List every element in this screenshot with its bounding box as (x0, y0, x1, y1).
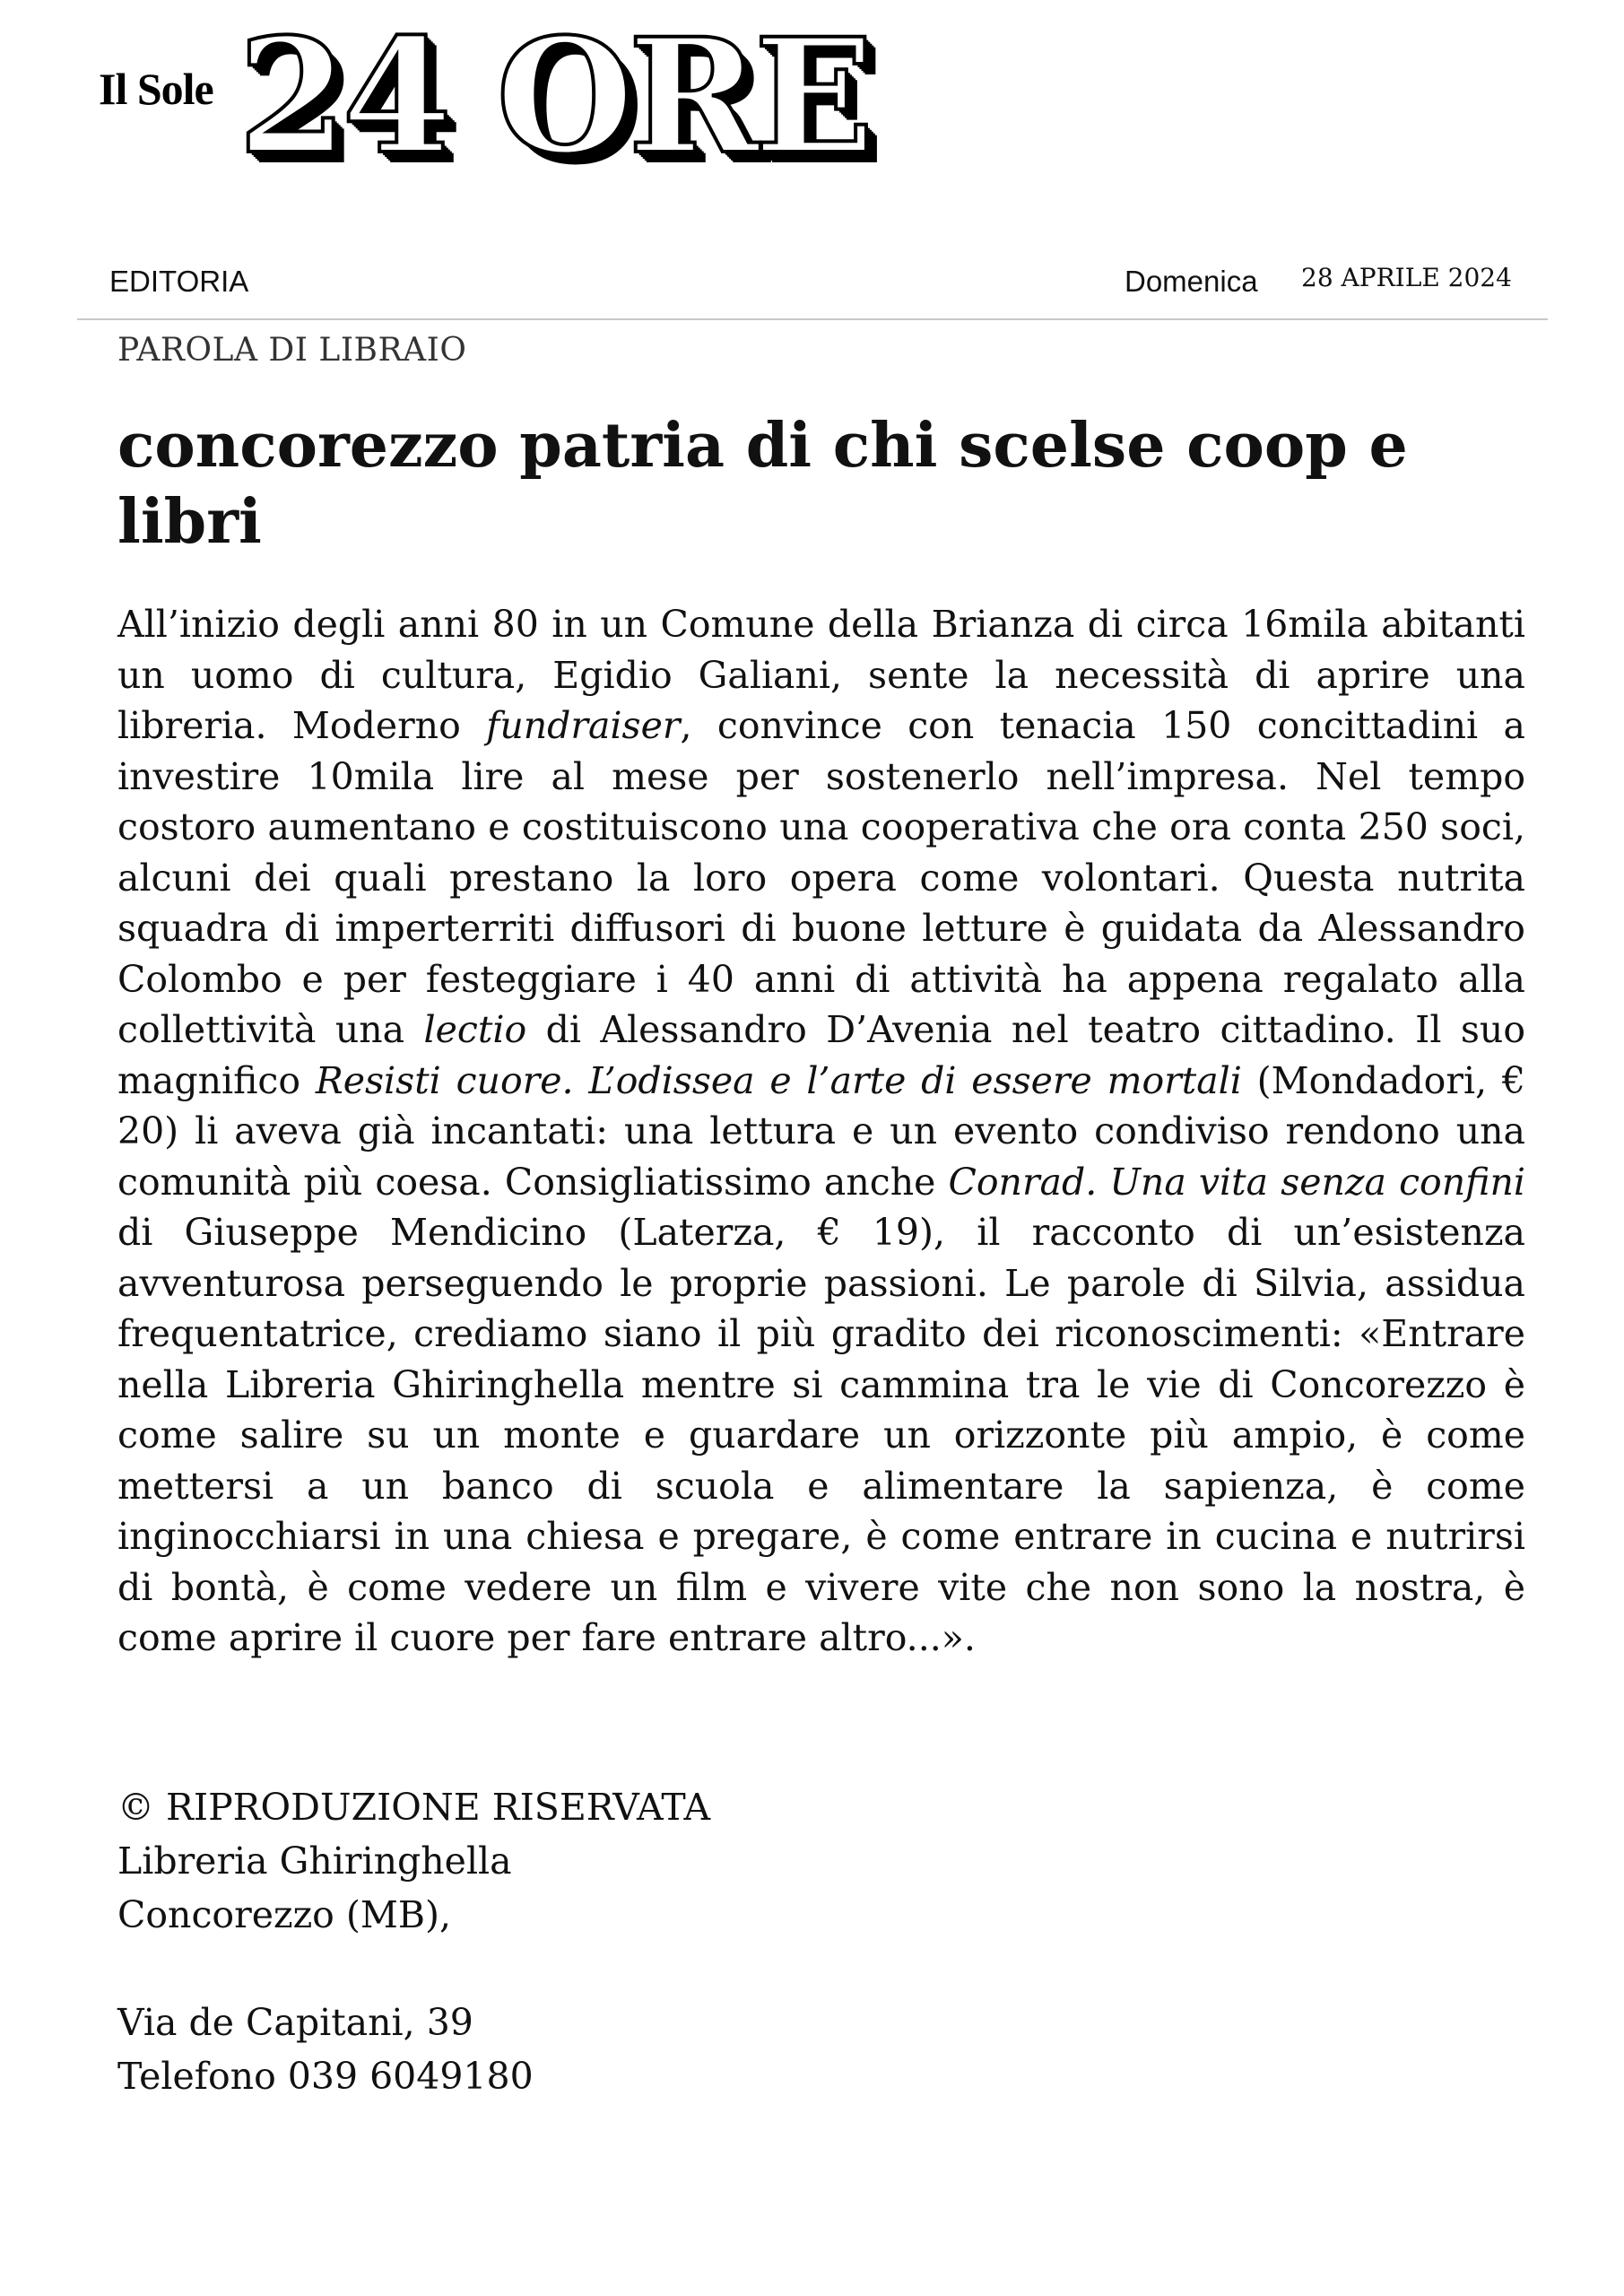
body-segment: , convince con tenacia 150 concittadini a investire 10mila lire al mese per sostenerlo nell’impresa. Nel tempo costoro aumentano e costituiscono una cooperativa che ora conta 250 soci, alcuni dei quali prestano la loro opera come volontari. Questa nutrita squadra di imperterriti diffusori di buone letture è guidata da Alessandro Colombo e per festeggiare i 40 anni di attività ha appena regalato alla collettività una (117, 704, 1526, 1051)
store-name: Libreria Ghiringhella (117, 1839, 512, 1883)
body-segment: All’inizio degli anni 80 in un Comune della Brianza di circa 16mila abitanti un uomo di cultura, Egidio Galiani, sente la necessità di aprire una libreria. Moderno (117, 603, 1525, 747)
store-address: Via de Capitani, 39 (117, 2001, 473, 2044)
article-footer (117, 1780, 710, 2103)
logo-il-sole: Il Sole (99, 64, 213, 114)
body-segment: (Mondadori, € 20) li aveva già incantati: una lettura e un evento condiviso rendono una comunità più coesa. Consigliatissimo anche (117, 1058, 1525, 1204)
italic-title: lectio (423, 1008, 527, 1051)
spacer (117, 1942, 710, 1996)
body-segment: di Giuseppe Mendicino (Laterza, € 19), il racconto di un’esistenza avventurosa perseguendo le proprie passioni. Le parole di Silvia, assidua frequentatrice, crediamo siano il più gradito dei riconoscimenti: «Entrare nella Libreria Ghiringhella mentre si cammina tra le vie di Concorezzo è come salire su un monte e guardare un orizzonte più ampio, è come mettersi a un banco di scuola e alimentare la sapienza, è come inginocchiarsi in una chiesa e pregare, è come entrare in cucina e nutrirsi di bontà, è come vedere un film e vivere vite che non sono la nostra, è come aprire il cuore per fare entrare altro...». (117, 1211, 1525, 1659)
section-label: EDITORIA (109, 265, 249, 298)
copyright-notice: © RIPRODUZIONE RISERVATA (117, 1786, 711, 1829)
italic-title: Resisti cuore. L’odissea e l’arte di essere mortali (315, 1058, 1242, 1102)
day-label: Domenica (1125, 265, 1258, 298)
masthead-logo (99, 4, 869, 206)
body-segment: di Alessandro D’Avenia nel teatro cittadino. Il suo magnifico (117, 1008, 1526, 1102)
article-kicker: PAROLA DI LIBRAIO (117, 332, 467, 369)
store-phone: Telefono 039 6049180 (117, 2055, 534, 2098)
article-headline: concorezzo patria di chi scelse coop e libri (117, 410, 1408, 558)
logo-24-ore: 24 ORE (238, 4, 869, 189)
article-body (117, 599, 1525, 1664)
store-city: Concorezzo (MB), (117, 1893, 452, 1936)
date-label: 28 APRILE 2024 (1301, 263, 1512, 292)
italic-title: fundraiser (486, 704, 681, 747)
header-row (77, 265, 1548, 320)
italic-title: Conrad. Una vita senza confini (948, 1160, 1525, 1204)
